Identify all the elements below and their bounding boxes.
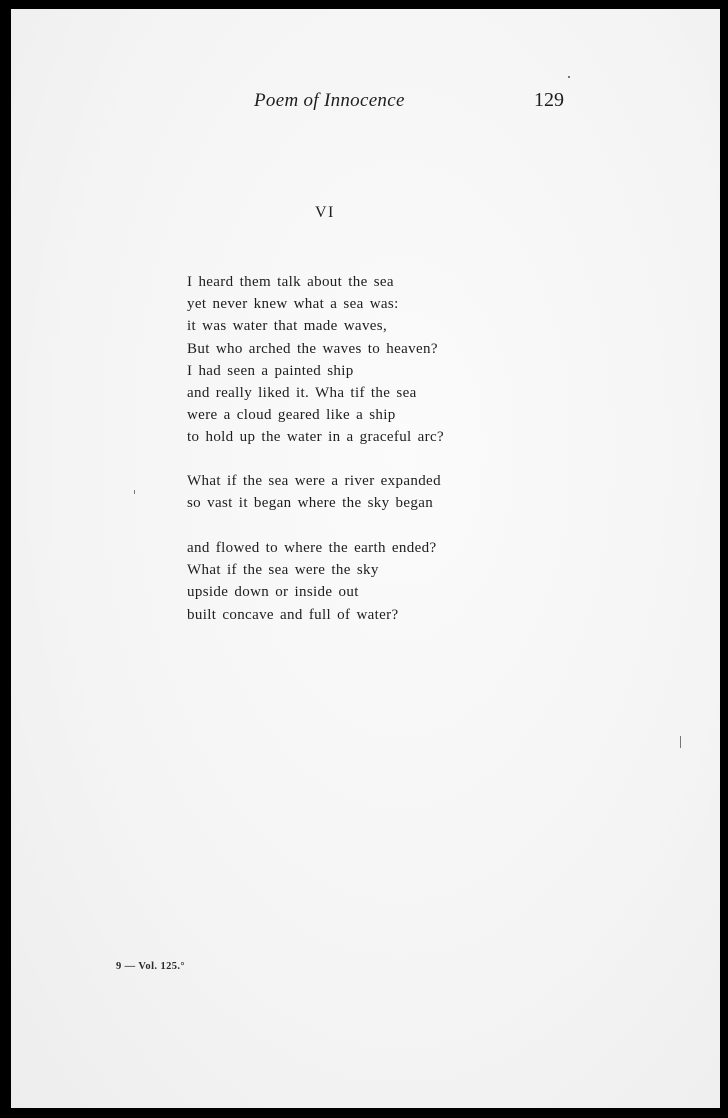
poem-line: I heard them talk about the sea (187, 274, 394, 290)
poem-line: But who arched the waves to heaven? (187, 340, 438, 357)
poem-line: upside down or inside out (187, 584, 359, 601)
scan-speck (134, 490, 135, 494)
stanza-3 (187, 537, 437, 626)
poem-line: to hold up the water in a graceful arc? (187, 429, 445, 446)
poem-line: and really liked it. Wha tif the sea (187, 384, 417, 401)
poem-line: so vast it began where the sky began (187, 495, 434, 512)
poem-line: it was water that made waves, (187, 318, 388, 335)
section-numeral: VI (315, 204, 335, 221)
book-page (11, 9, 720, 1108)
page-number: 129 (534, 89, 564, 111)
poem-line: yet never knew what a sea was: (187, 296, 399, 313)
poem-line: and flowed to where the earth ended? (187, 540, 437, 556)
stanza-1 (187, 271, 444, 449)
scan-speck (680, 736, 681, 748)
scan-speck (568, 76, 570, 78)
poem-line: built concave and full of water? (187, 606, 399, 623)
poem-line: What if the sea were the sky (187, 562, 379, 579)
poem-line: What if the sea were a river expanded (187, 473, 441, 489)
stanza-2 (187, 470, 441, 514)
signature-mark: 9 — Vol. 125.° (116, 961, 186, 972)
running-title: Poem of Innocence (254, 90, 405, 111)
poem-line: were a cloud geared like a ship (187, 407, 396, 424)
poem-line: I had seen a painted ship (187, 362, 354, 379)
